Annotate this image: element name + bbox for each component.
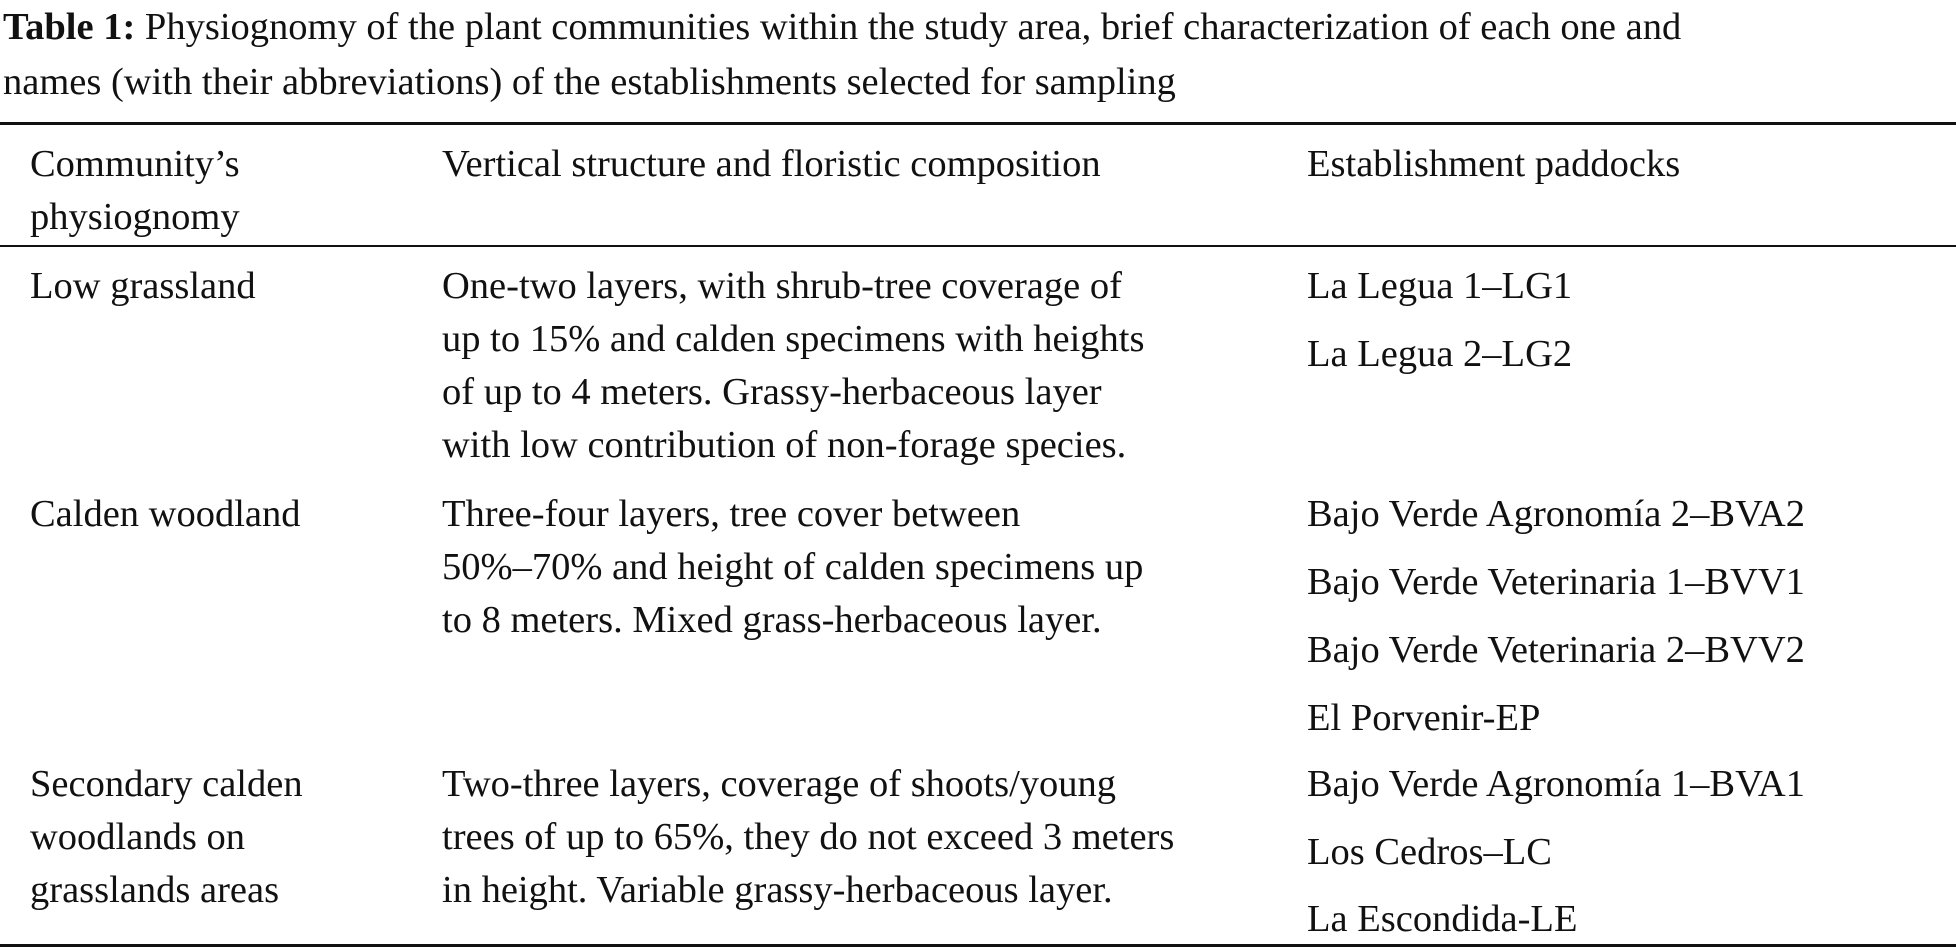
caption-text: Physiognomy of the plant communities within the study area, brief characterization of each one and [144, 6, 1682, 48]
paddock-entry: Los Cedros–LC [1307, 831, 1552, 873]
structure-line: with low contribution of non-forage species. [442, 424, 1127, 466]
row-secondary-calden-physiognomy [30, 758, 303, 917]
physiognomy-line: woodlands on [30, 816, 245, 858]
structure-line: trees of up to 65%, they do not exceed 3 meters [442, 816, 1175, 858]
caption-line-2: names (with their abbreviations) of the establishments selected for sampling [3, 61, 1176, 103]
paddock-entry: Bajo Verde Agronomía 2–BVA2 [1307, 493, 1805, 535]
paddock-entry: Bajo Verde Veterinaria 2–BVV2 [1307, 629, 1805, 671]
row-calden-woodland-physiognomy [30, 488, 301, 541]
table-top-rule [0, 122, 1956, 125]
row-calden-woodland-structure [442, 488, 1143, 647]
paddock-entry: La Escondida-LE [1307, 898, 1578, 940]
caption-line-1 [3, 0, 1953, 55]
structure-line: up to 15% and calden specimens with heights [442, 318, 1145, 360]
structure-line: of up to 4 meters. Grassy-herbaceous layer [442, 371, 1102, 413]
structure-line: to 8 meters. Mixed grass-herbaceous layer. [442, 599, 1102, 641]
structure-line: in height. Variable grassy-herbaceous layer. [442, 869, 1113, 911]
paddock-entry: La Legua 1–LG1 [1307, 265, 1573, 307]
header-structure: Vertical structure and floristic composition [442, 143, 1101, 185]
table-caption [3, 0, 1953, 110]
paddock-entry: Bajo Verde Veterinaria 1–BVV1 [1307, 561, 1805, 603]
physiognomy-line: Calden woodland [30, 493, 301, 535]
caption-label: Table 1: [3, 6, 136, 48]
structure-line: Three-four layers, tree cover between [442, 493, 1021, 535]
row-low-grassland-structure [442, 260, 1144, 472]
paddock-entry: Bajo Verde Agronomía 1–BVA1 [1307, 763, 1805, 805]
structure-line: Two-three layers, coverage of shoots/young [442, 763, 1117, 805]
structure-line: 50%–70% and height of calden specimens up [442, 546, 1144, 588]
row-low-grassland-physiognomy [30, 260, 256, 313]
header-physiognomy-line: Community’s [30, 143, 240, 185]
header-physiognomy [30, 138, 240, 244]
row-secondary-calden-structure [442, 758, 1174, 917]
paddock-entry: El Porvenir-EP [1307, 697, 1541, 739]
paddock-entry: La Legua 2–LG2 [1307, 333, 1573, 375]
table-bottom-rule [0, 944, 1956, 947]
physiognomy-line: Low grassland [30, 265, 256, 307]
table-header-rule [0, 245, 1956, 247]
header-physiognomy-line: physiognomy [30, 196, 240, 238]
physiognomy-line: grasslands areas [30, 869, 280, 911]
physiognomy-line: Secondary calden [30, 763, 303, 805]
header-paddocks: Establishment paddocks [1307, 143, 1681, 185]
structure-line: One-two layers, with shrub-tree coverage of [442, 265, 1122, 307]
